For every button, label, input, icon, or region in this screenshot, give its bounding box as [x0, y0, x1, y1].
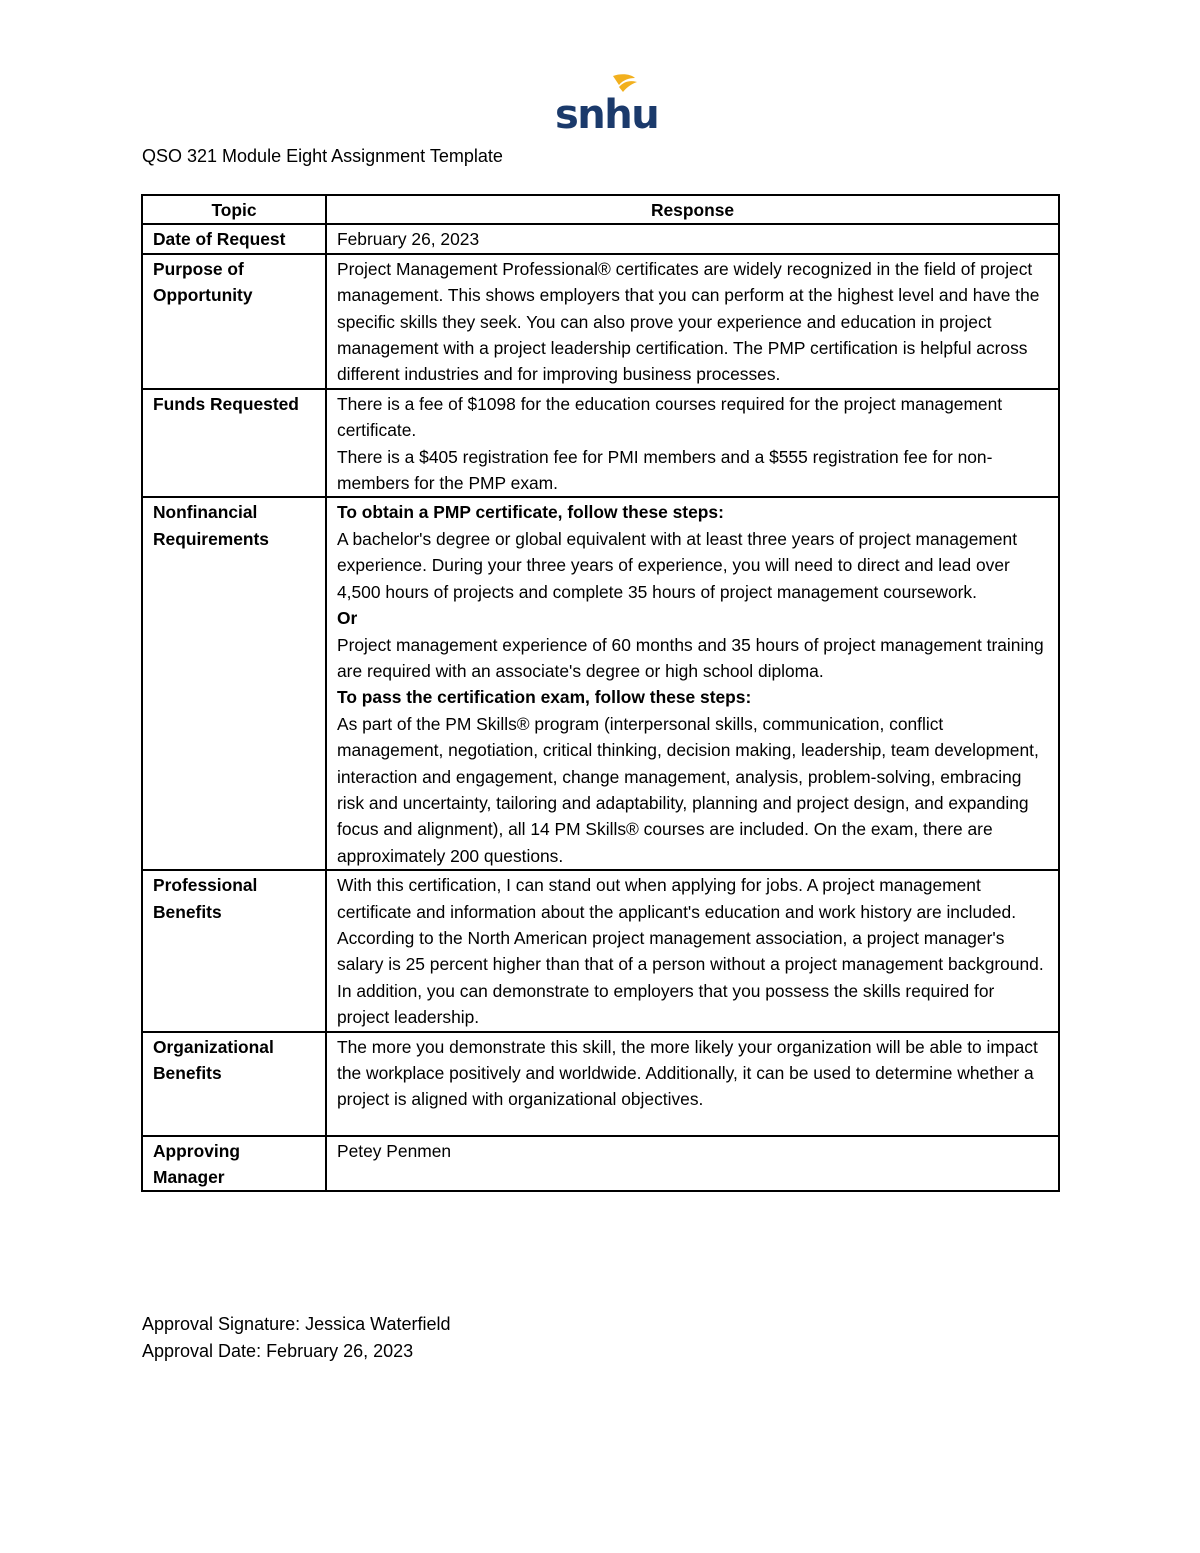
- response-paragraph: With this certification, I can stand out when applying for jobs. A project management certificate and information about the applicant's education and work history are included. According to the North American project management association, a project manager's salary is 25 percent higher than that of a person without a project management background. In addition, you can demonstrate to employers that you possess the skills required for project leadership.: [337, 875, 1044, 1028]
- table-row: [142, 870, 1059, 1031]
- row-topic: Date of Request: [142, 224, 326, 253]
- assignment-table: [141, 194, 1060, 1192]
- row-response: [326, 497, 1059, 870]
- table-row: [142, 1136, 1059, 1192]
- response-paragraph: There is a $405 registration fee for PMI members and a $555 registration fee for non-members for the PMP exam.: [337, 446, 993, 494]
- response-heading: To obtain a PMP certificate, follow these steps:: [337, 502, 724, 523]
- response-paragraph: As part of the PM Skills® program (interpersonal skills, communication, conflict management, negotiation, critical thinking, decision making, leadership, team development, interaction and engagement, change management, analysis, problem-solving, embracing risk and uncertainty, tailoring and adaptability, planning and project design, and expanding focus and alignment), all 14 PM Skills® courses are included. On the exam, there are approximately 200 questions.: [337, 713, 1039, 866]
- row-topic: Professional Benefits: [142, 870, 326, 1031]
- row-response: [326, 870, 1059, 1031]
- response-paragraph: Petey Penmen: [337, 1140, 452, 1161]
- response-heading: To pass the certification exam, follow these steps:: [337, 687, 752, 708]
- response-paragraph: The more you demonstrate this skill, the more likely your organization will be able to impact the workplace positively and worldwide. Additionally, it can be used to determine whether a project is aligned with organizational objectives.: [337, 1036, 1038, 1110]
- response-paragraph: February 26, 2023: [337, 229, 480, 250]
- row-response: [326, 1136, 1059, 1192]
- table-row: [142, 1032, 1059, 1136]
- approval-date: Approval Date: February 26, 2023: [142, 1341, 414, 1361]
- row-topic: Approving Manager: [142, 1136, 326, 1192]
- approval-signature: Approval Signature: Jessica Waterfield: [142, 1314, 451, 1334]
- table-header-row: [142, 195, 1059, 224]
- row-response: [326, 224, 1059, 253]
- response-paragraph: Project Management Professional® certificates are widely recognized in the field of project management. This shows employers that you can perform at the highest level and have the specific skills they seek. You can also prove your experience and education in project management with a project leadership certification. The PMP certification is helpful across different industries and for improving business processes.: [337, 258, 1040, 385]
- row-response: [326, 389, 1059, 498]
- row-topic: Nonfinancial Requirements: [142, 497, 326, 870]
- table-row: [142, 224, 1059, 253]
- header-topic: Topic: [142, 195, 326, 224]
- response-heading: Or: [337, 608, 358, 629]
- row-response: [326, 254, 1059, 389]
- row-response: [326, 1032, 1059, 1136]
- response-paragraph: There is a fee of $1098 for the education courses required for the project management certificate.: [337, 393, 1003, 441]
- table-row: [142, 389, 1059, 498]
- document-title: QSO 321 Module Eight Assignment Template: [142, 146, 503, 166]
- svg-text:snhu: snhu: [555, 92, 659, 138]
- table-row: [142, 497, 1059, 870]
- snhu-logo-mark: [555, 72, 659, 138]
- flame-icon-lower: [619, 81, 637, 92]
- response-paragraph: A bachelor's degree or global equivalent with at least three years of project management experience. During your three years of experience, you will need to direct and lead over 4,500 hours of projects and complete 35 hours of project management coursework.: [337, 528, 1018, 602]
- row-topic: Purpose of Opportunity: [142, 254, 326, 389]
- row-topic: Organizational Benefits: [142, 1032, 326, 1136]
- header-response: Response: [326, 195, 1059, 224]
- snhu-logo: [555, 72, 659, 138]
- row-topic: Funds Requested: [142, 389, 326, 498]
- response-paragraph: Project management experience of 60 months and 35 hours of project management training are required with an associate's degree or high school diploma.: [337, 634, 1044, 681]
- table-row: [142, 254, 1059, 389]
